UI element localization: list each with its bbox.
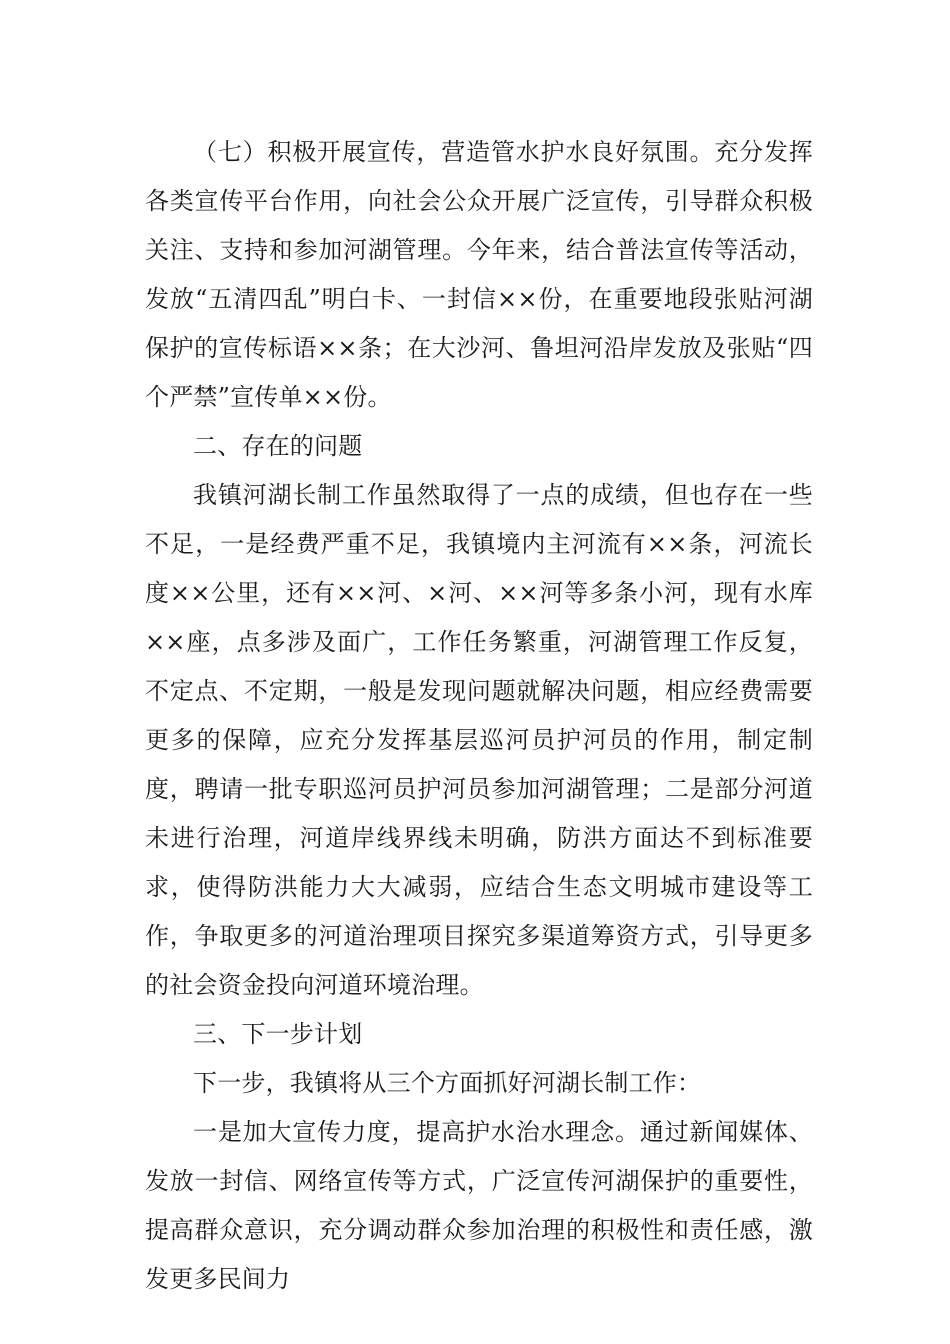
- document-body: [145, 128, 813, 1304]
- section-heading-problems: 二、存在的问题: [193, 432, 363, 460]
- paragraph-problems: 我镇河湖长制工作虽然取得了一点的成绩，但也存在一些不足，一是经费严重不足，我镇境内主河流有××条，河流长度××公里，还有××河、×河、××河等多条小河，现有水库××座，点多涉及面广，工作任务繁重，河湖管理工作反复，不定点、不定期，一般是发现问题就解决问题，相应经费需要更多的保障，应充分发挥基层巡河员护河员的作用，制定制度，聘请一批专职巡河员护河员参加河湖管理；二是部分河道未进行治理，河道岸线界线未明确，防洪方面达不到标准要求，使得防洪能力大大减弱，应结合生态文明城市建设等工作，争取更多的河道治理项目探究多渠道筹资方式，引导更多的社会资金投向河道环境治理。: [145, 481, 813, 999]
- paragraph-plan-intro: 下一步，我镇将从三个方面抓好河湖长制工作：: [193, 1069, 702, 1097]
- paragraph-plan-item-1: 一是加大宣传力度，提高护水治水理念。通过新闻媒体、发放一封信、网络宣传等方式，广泛宣传河湖保护的重要性，提高群众意识，充分调动群众参加治理的积极性和责任感，激发更多民间力: [145, 1118, 813, 1293]
- paragraph-publicity: （七）积极开展宣传，营造管水护水良好氛围。充分发挥各类宣传平台作用，向社会公众开展广泛宣传，引导群众积极关注、支持和参加河湖管理。今年来，结合普法宣传等活动，发放“五清四乱”明白卡、一封信××份，在重要地段张贴河湖保护的宣传标语××条；在大沙河、鲁坦河沿岸发放及张贴“四个严禁”宣传单××份。: [145, 138, 813, 411]
- section-heading-next-plan: 三、下一步计划: [193, 1020, 363, 1048]
